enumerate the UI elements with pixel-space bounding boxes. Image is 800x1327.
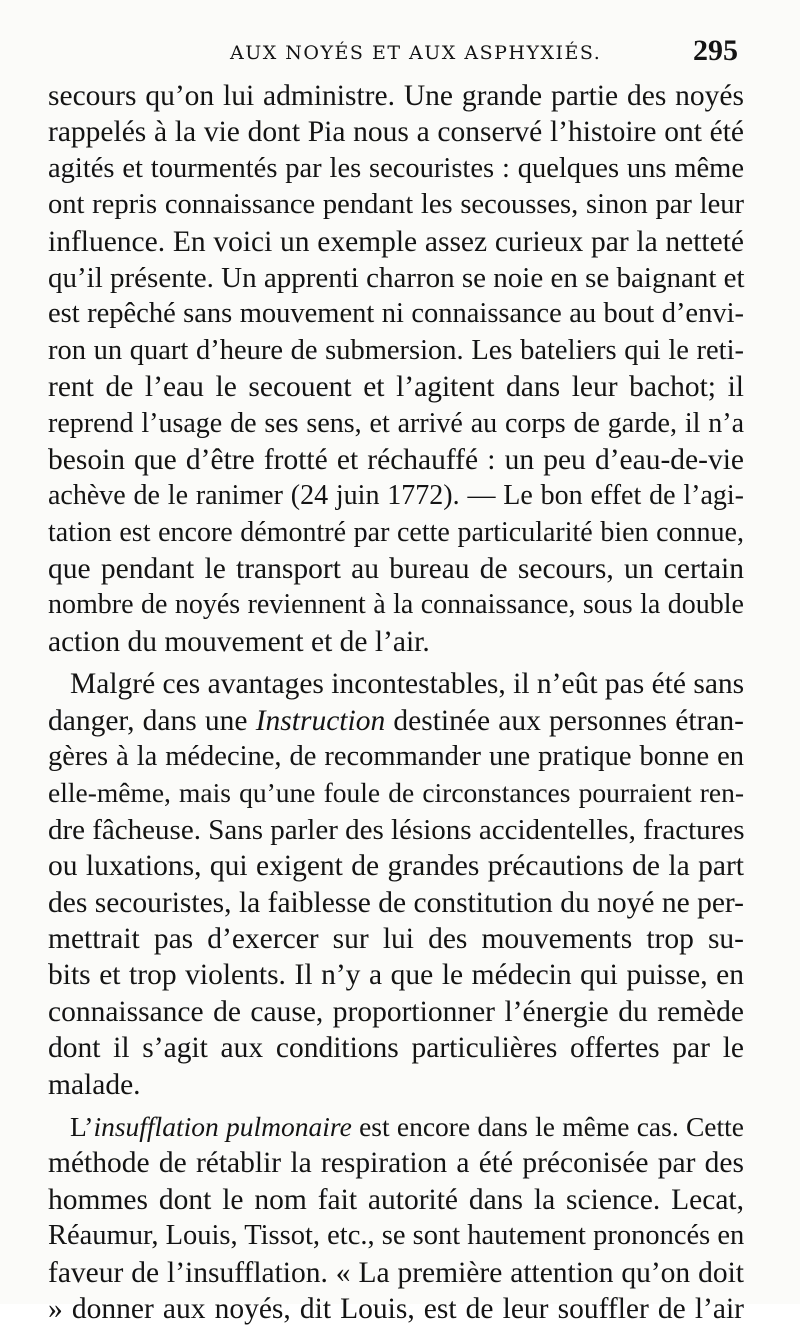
text-line: mettrait pas d’exercer sur lui des mouvements trop su-	[48, 922, 744, 955]
text-line: malade.	[48, 1068, 141, 1101]
text-line: ont repris connaissance pendant les secousses, sinon par leur	[48, 189, 744, 221]
text-line: reprend l’usage de ses sens, et arrivé au corps de garde, il n’a	[48, 407, 744, 439]
text-line: bits et trop violents. Il n’y a que le médecin qui puisse, en	[48, 959, 744, 992]
paragraph-instruction	[48, 666, 744, 1103]
text-line: Malgré ces avantages incontestables, il n’eût pas été sans	[70, 668, 745, 701]
text-line: secours qu’on lui administre. Une grande partie des noyés	[48, 80, 744, 112]
text-line: faveur de l’insufflation. « La première attention qu’on doit	[48, 1256, 744, 1289]
text-line: gères à la médecine, de recommander une pratique bonne en	[48, 741, 744, 773]
paragraph-agitation	[48, 78, 744, 660]
running-head	[60, 34, 738, 74]
text-line: hommes dont le nom fait autorité dans la science. Lecat,	[48, 1183, 744, 1216]
text-line: tation est encore démontré par cette particularité bien connue,	[48, 516, 744, 548]
text-line: besoin que d’être frotté et réchauffé : un peu d’eau-de-vie	[48, 443, 744, 476]
text-line: connaissance de cause, proportionner l’énergie du remède	[48, 995, 744, 1028]
text-line: elle-même, mais qu’une foule de circonstances pourraient ren-	[48, 777, 744, 809]
text-line: influence. En voici un exemple assez curieux par la netteté	[48, 225, 744, 258]
running-title: AUX NOYÉS ET AUX ASPHYXIÉS.	[230, 42, 602, 64]
text-line: nombre de noyés reviennent à la connaissance, sous la double	[48, 589, 744, 621]
text-line: rappelés à la vie dont Pia nous a conservé l’histoire ont été	[48, 116, 744, 149]
text-line: danger, dans une Instruction destinée aux personnes étran-	[48, 704, 745, 737]
text-line: ron un quart d’heure de submersion. Les bateliers qui le reti-	[48, 334, 744, 366]
paragraph-insufflation	[48, 1109, 744, 1327]
text-line: achève de le ranimer (24 juin 1772). — Le bon effet de l’agi-	[48, 480, 744, 512]
text-line: rent de l’eau le secouent et l’agitent dans leur bachot; il	[48, 371, 744, 404]
text-line: agités et tourmentés par les secouristes : quelques uns même	[48, 152, 744, 184]
text-line: que pendant le transport au bureau de secours, un certain	[48, 553, 744, 586]
text-line: qu’il présente. Un apprenti charron se noie en se baignant et	[48, 261, 745, 294]
text-line: action du mouvement et de l’air.	[48, 625, 430, 658]
text-line: dont il s’agit aux conditions particulières offertes par le	[48, 1032, 744, 1065]
body-text	[48, 78, 744, 1327]
text-line: Réaumur, Louis, Tissot, etc., se sont hautement prononcés en	[48, 1220, 745, 1252]
text-line: dre fâcheuse. Sans parler des lésions accidentelles, fractures	[48, 813, 745, 846]
page-number: 295	[693, 34, 738, 67]
text-line: L’insufflation pulmonaire est encore dans le même cas. Cette	[70, 1110, 745, 1142]
text-line: des secouristes, la faiblesse de constitution du noyé ne per-	[48, 886, 744, 919]
text-line: » donner aux noyés, dit Louis, est de leur souffler de l’air	[48, 1292, 744, 1325]
text-line: méthode de rétablir la respiration a été préconisée par des	[48, 1147, 744, 1180]
text-line: est repêché sans mouvement ni connaissance au bout d’envi-	[48, 298, 744, 330]
text-line: ou luxations, qui exigent de grandes précautions de la part	[48, 850, 744, 883]
